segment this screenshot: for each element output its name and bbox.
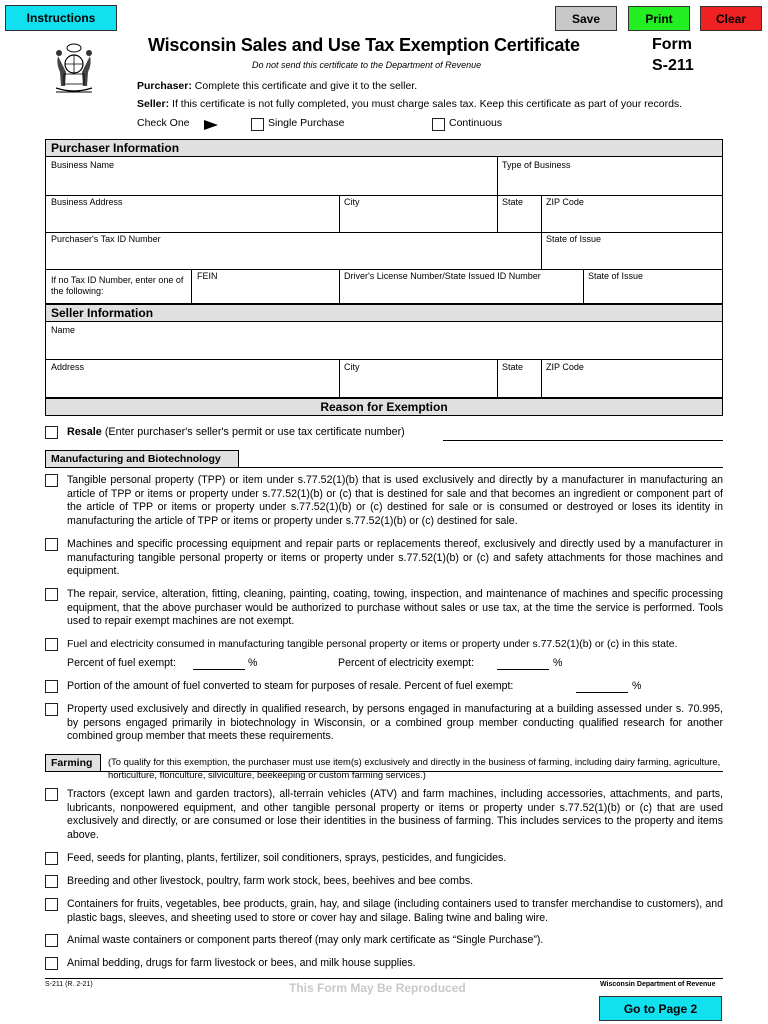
business-name-label: Business Name: [51, 160, 115, 170]
resale-number-field[interactable]: [443, 429, 723, 441]
print-button[interactable]: Print: [628, 6, 690, 31]
seller-instruction-label: Seller:: [137, 98, 170, 110]
mfg-item5-text: Portion of the amount of fuel converted to steam for purposes of resale. Percent of fuel exempt:: [67, 680, 514, 692]
seller-name-label: Name: [51, 325, 76, 335]
save-button[interactable]: Save: [555, 6, 617, 31]
farm-item2-text: Feed, seeds for planting, plants, fertilizer, soil conditioners, sprays, pesticides, and fungicides.: [67, 852, 507, 864]
continuous-label: Continuous: [449, 117, 503, 129]
mfg-item4-text: Fuel and electricity consumed in manufacturing tangible personal property or items or property under s.77.52(1)(b) or (c) in this state.: [67, 639, 678, 650]
single-purchase-checkbox[interactable]: [251, 118, 264, 131]
purchaser-city-label: City: [344, 197, 360, 207]
seller-city-label: City: [344, 362, 360, 372]
farm-item3-checkbox[interactable]: [45, 875, 58, 888]
farm-item6-text: Animal bedding, drugs for farm livestock or bees, and milk house supplies.: [67, 957, 416, 969]
mfg-item3-text: The repair, service, alteration, fitting, cleaning, painting, coating, towing, inspection, and maintenance of machines and specific processing equipment, that the above purchaser would be authorized to purchase without sales or use tax, at the time the service is performed. Tools used to repair exempt machines are not exempt.: [67, 588, 723, 628]
farm-item3-text: Breeding and other livestock, poultry, farm work stock, bees, beehives and bee combs.: [67, 875, 474, 887]
single-purchase-label: Single Purchase: [268, 117, 345, 129]
steam-pct-sign: %: [632, 680, 642, 692]
purchaser-state-label: State: [502, 197, 524, 207]
steam-pct-field[interactable]: [576, 681, 628, 693]
elec-pct-label: Percent of electricity exempt:: [338, 657, 475, 669]
farm-item4-checkbox[interactable]: [45, 898, 58, 911]
mfg-item4-checkbox[interactable]: [45, 638, 58, 651]
fuel-pct-sign: %: [248, 657, 258, 669]
reproduced-note: This Form May Be Reproduced: [289, 981, 466, 995]
check-one-label: Check One: [137, 117, 190, 129]
resale-label: [67, 426, 405, 438]
elec-pct-sign: %: [553, 657, 563, 669]
resale-bold: Resale: [67, 426, 102, 438]
mfg-item6-text: Property used exclusively and directly in qualified research, by persons engaged in manufacturing at a building assessed under s. 70.995, by persons engaged primarily in biotechnology in Wisconsin, or a combined group member conducting qualified research for another combined group member that meets these requirements.: [67, 703, 723, 743]
state-of-issue-label: State of Issue: [546, 234, 602, 244]
mfg-item1-checkbox[interactable]: [45, 474, 58, 487]
continuous-checkbox[interactable]: [432, 118, 445, 131]
purchaser-zip-label: ZIP Code: [546, 197, 584, 207]
farm-item1-text: Tractors (except lawn and garden tractors), all-terrain vehicles (ATV) and farm machines, including accessories, attachments, and parts, lubricants, nonpowered equipment, and other tangible personal property or items or property under s.77.52(1)(b) or (c) that are used exclusively and directly, or are consumed or lose their identities in the business of farming. This includes services to the property and items above.: [67, 788, 723, 841]
elec-pct-field[interactable]: [497, 658, 549, 670]
form-number: S-211: [652, 57, 694, 74]
farm-item5-text: Animal waste containers or component parts thereof (may only mark certificate as “Single Purchase”).: [67, 934, 544, 946]
purchaser-section-header: Purchaser Information: [45, 139, 723, 157]
no-tax-id-label: If no Tax ID Number, enter one of the following:: [51, 275, 184, 296]
mfg-item2-checkbox[interactable]: [45, 538, 58, 551]
fein-label: FEIN: [197, 271, 218, 281]
clear-button[interactable]: Clear: [700, 6, 762, 31]
type-of-business-label: Type of Business: [502, 160, 571, 170]
farm-item6-checkbox[interactable]: [45, 957, 58, 970]
wisconsin-seal-icon: [52, 38, 96, 96]
mfg-item2-text: Machines and specific processing equipment and repair parts or replacements thereof, exclusively and directly used by a manufacturer in manufacturing tangible personal property or items or property under s.77.52(1)(b) or (c) and safety attachments for those machines and equipment.: [67, 538, 723, 578]
state-of-issue2-label: State of Issue: [588, 271, 644, 281]
reason-section-header: Reason for Exemption: [45, 398, 723, 416]
dept-name: Wisconsin Department of Revenue: [600, 981, 716, 988]
arrow-right-icon: [204, 120, 218, 130]
resale-checkbox[interactable]: [45, 426, 58, 439]
mfg-item1-text: Tangible personal property (TPP) or item under s.77.52(1)(b) that is used exclusively and directly by a manufacturer in manufacturing an article of TPP or items or property under s.77.52(1)(b) or (c) that is destined for sale and that becomes an ingredient or component part of the article of TPP or items or property under s.77.52(1)(b) or (c) destined for sale or is consumed or destroyed or loses its identity in manufacturing the article of TPP or items or property under s.77.52(1)(b) or (c) destined for sale.: [67, 474, 723, 527]
business-address-label: Business Address: [51, 197, 123, 207]
drivers-license-label: Driver's License Number/State Issued ID Number: [344, 271, 541, 281]
fuel-pct-field[interactable]: [193, 658, 245, 670]
form-label: Form: [652, 36, 692, 53]
farming-section-header: Farming: [45, 754, 101, 772]
go-to-page-2-button[interactable]: Go to Page 2: [599, 996, 722, 1021]
seller-section-header: Seller Information: [45, 304, 723, 322]
fuel-pct-label: Percent of fuel exempt:: [67, 657, 176, 669]
mfg-item6-checkbox[interactable]: [45, 703, 58, 716]
form-code: S-211 (R. 2-21): [45, 981, 93, 988]
seller-address-label: Address: [51, 362, 85, 372]
form-title: Wisconsin Sales and Use Tax Exemption Certificate: [148, 35, 580, 55]
farm-item4-text: Containers for fruits, vegetables, bee products, grain, hay, and silage (including containers used to transfer merchandise to customers), and plastic bags, sleeves, and sheeting used to store or cover hay and silage. Baling twine and baling wire.: [67, 898, 723, 924]
seller-instruction: [137, 98, 682, 110]
tax-id-label: Purchaser's Tax ID Number: [51, 234, 161, 244]
manufacturing-section-header: Manufacturing and Biotechnology: [45, 450, 239, 468]
mfg-item3-checkbox[interactable]: [45, 588, 58, 601]
instructions-button[interactable]: Instructions: [5, 5, 117, 31]
purchaser-instruction-label: Purchaser:: [137, 80, 192, 92]
form-subtitle: Do not send this certificate to the Department of Revenue: [252, 60, 482, 70]
farm-item1-checkbox[interactable]: [45, 788, 58, 801]
purchaser-instruction: [137, 80, 417, 92]
farm-item5-checkbox[interactable]: [45, 934, 58, 947]
resale-text: (Enter purchaser's seller's permit or use tax certificate number): [104, 426, 405, 438]
seller-state-label: State: [502, 362, 524, 372]
mfg-item5-checkbox[interactable]: [45, 680, 58, 693]
farm-item2-checkbox[interactable]: [45, 852, 58, 865]
farming-note: (To qualify for this exemption, the purchaser must use item(s) exclusively and directly in the business of farming, including dairy farming, agriculture, horticulture, floriculture, silviculture, beekeeping or custom farming services.): [108, 756, 721, 780]
purchaser-instruction-text: Complete this certificate and give it to the seller.: [194, 80, 418, 92]
seller-zip-label: ZIP Code: [546, 362, 584, 372]
seller-instruction-text: If this certificate is not fully completed, you must charge sales tax. Keep this certificate as part of your records.: [172, 98, 683, 110]
